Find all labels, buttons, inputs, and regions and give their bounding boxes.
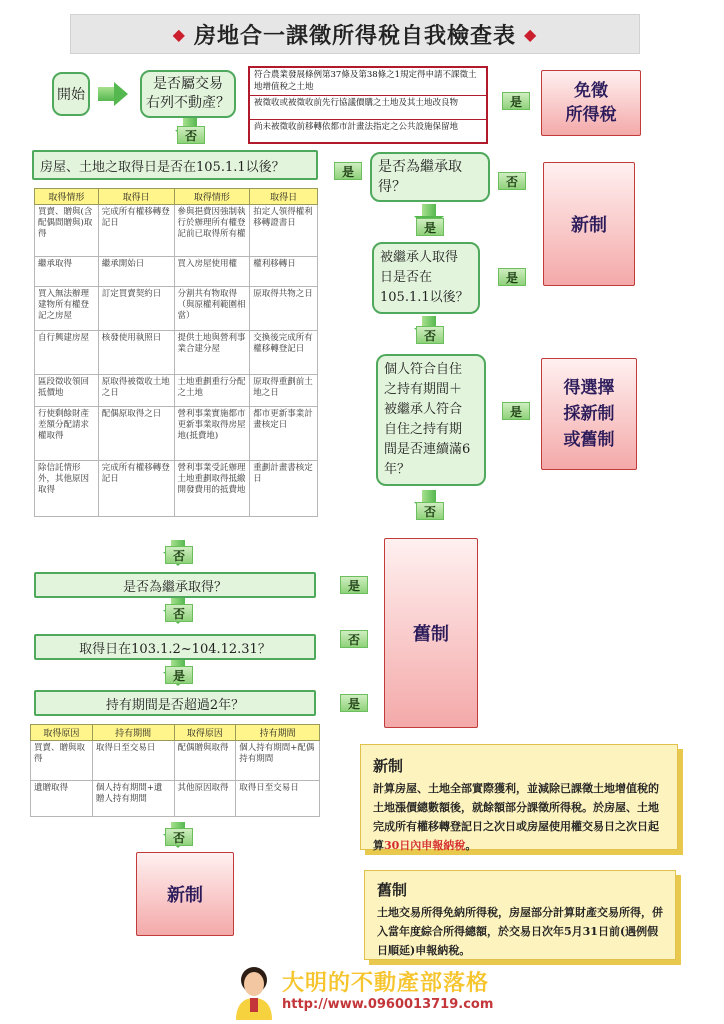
table-row [35,375,318,407]
no-label: 否 [177,126,205,144]
table-cell: 區段徵收領回抵價地 [35,375,99,407]
question-transaction [140,70,236,118]
result-exempt-box [541,70,641,136]
table-cell: 自行興建房屋 [35,331,99,375]
yes-label: 是 [340,694,368,712]
table-cell: 配偶原取得之日 [98,407,174,461]
question-text: 取得日在103.1.2~104.12.31？ [79,641,271,657]
no-label: 否 [165,546,193,564]
question-text: 房屋、土地之取得日是否在105.1.1以後？ [40,159,285,175]
table-cell: 提供土地與營利事業合建分屋 [174,331,250,375]
result-new-box-2 [136,852,234,936]
no-label: 否 [165,604,193,622]
table-cell: 行使剩餘財產差額分配請求權取得 [35,407,99,461]
result-text: 新制 [571,215,607,236]
table-cell: 重劃計畫書核定日 [250,461,318,517]
footer-brand-block [282,966,532,1012]
arrow-right-icon [98,82,128,106]
table-cell: 配偶贈與取得 [174,741,236,781]
start-box [52,72,90,116]
table-cell: 拍定人領得權利移轉證書日 [250,205,318,257]
table-cell: 個人持有期間+遺贈人持有期間 [92,781,174,817]
table-cell: 都市更新事業計畫核定日 [250,407,318,461]
new-system-note [360,744,678,850]
table-cell: 個人持有期間+配偶持有期間 [236,741,320,781]
page-title: 房地合一課徵所得稅自我檢查表 [193,22,516,49]
table-row [35,461,318,517]
question-self-use [376,354,486,486]
table-header: 持有期間 [92,725,174,741]
question-line: 之持有期間＋ [384,382,463,397]
table-cell: 繼承開始日 [98,257,174,287]
table-cell: 買入房屋使用權 [174,257,250,287]
question-line: 是否屬交易 [153,76,223,92]
result-text: 新制 [167,885,203,906]
no-label: 否 [416,502,444,520]
table-cell: 其他原因取得 [174,781,236,817]
table-header: 取得日 [250,189,318,205]
yes-label: 是 [340,576,368,594]
exempt-property-list [248,66,488,144]
result-line: 採新制 [563,404,615,424]
note-text: 。 [465,839,477,852]
table-cell: 分割共有物取得（與原權利範圍相當） [174,287,250,331]
question-line: 個人符合自住 [384,362,463,377]
result-line: 得選擇 [563,378,615,398]
yes-label: 是 [498,268,526,286]
table-header: 取得情形 [174,189,250,205]
question-line: 是否為繼承取 [378,159,462,175]
page-title-bar [70,14,640,54]
holding-period-table [30,724,320,817]
no-label: 否 [416,326,444,344]
result-line: 或舊制 [563,430,615,450]
question-inherit-left [34,572,316,598]
question-line: 間是否連續滿6 [384,442,471,457]
table-cell: 完成所有權移轉登記日 [98,461,174,517]
question-decedent-date [372,242,480,314]
question-line: 被繼承人符合 [384,402,463,417]
table-header: 持有期間 [236,725,320,741]
exempt-item: 符合農業發展條例第37條及第38條之1規定得申請不課徵土地增值稅之土地 [250,68,486,96]
table-row [31,741,320,781]
no-label: 否 [340,630,368,648]
old-system-note [364,870,676,960]
note-text: 計算房屋、土地全部實際獲利，並減除已課徵土地增值稅的土地漲價總數額後，就餘額部分課徵所得稅。於房屋、土地完成所有權移轉登記日之次日或房屋使用權交易日之次日起算 [373,782,659,852]
result-old-box [384,538,478,728]
table-cell: 取得日至交易日 [236,781,320,817]
table-cell: 買入無法辦理建物所有權登記之房屋 [35,287,99,331]
question-line: 被繼承人取得 [380,250,459,265]
table-cell: 原取得被徵收土地之日 [98,375,174,407]
table-cell: 遺贈取得 [31,781,93,817]
table-row [35,257,318,287]
yes-label: 是 [502,402,530,420]
table-row [35,205,318,257]
result-line: 免徵 [574,81,608,101]
diamond-icon: ◆ [172,24,186,44]
question-text: 是否為繼承取得？ [122,579,227,595]
table-cell: 參與挹費因強制執行於辦理所有權登記前已取得所有權 [174,205,250,257]
start-label: 開始 [57,87,85,103]
footer-brand: 大明的不動產部落格 [282,971,490,996]
note-body: 土地交易所得免納所得稅，房屋部分計算財產交易所得，併入當年度綜合所得總額，於交易日次年5月31日前(遇例假日順延)申報納稅。 [377,906,663,957]
table-cell: 訂定買賣契約日 [98,287,174,331]
question-text: 持有期間是否超過2年？ [105,697,245,713]
note-body [373,779,665,855]
table-row [35,331,318,375]
table-row [35,407,318,461]
question-line: 年？ [384,462,411,477]
question-line: 自住之持有期 [384,422,463,437]
table-row [35,287,318,331]
no-label: 否 [165,828,193,846]
table-row [31,781,320,817]
table-cell: 買賣、贈與(含配偶間贈與)取得 [35,205,99,257]
table-cell: 權利移轉日 [250,257,318,287]
question-hold-period [34,690,316,716]
table-cell: 繼承取得 [35,257,99,287]
table-header: 取得原因 [174,725,236,741]
question-date-range [34,634,316,660]
yes-label: 是 [502,92,530,110]
yes-label: 是 [416,218,444,236]
note-title: 舊制 [377,881,408,899]
table-header: 取得日 [98,189,174,205]
question-line: 右列不動產？ [146,95,230,111]
table-cell: 交換後完成所有權移轉登記日 [250,331,318,375]
table-cell: 營利事業實施都市更新事業取得房屋地(抵費地) [174,407,250,461]
exempt-item: 被徵收或被徵收前先行協議價購之土地及其土地改良物 [250,96,486,120]
table-cell: 原取得共物之日 [250,287,318,331]
footer-url[interactable]: http://www.0960013719.com [282,997,494,1012]
question-line: 日是否在 [380,270,433,285]
question-inherit-right [370,152,490,202]
exempt-item: 尚未被徵收前移轉依都市計畫法指定之公共設施保留地 [254,122,459,132]
question-line: 105.1.1以後？ [380,290,469,305]
yes-label: 是 [334,162,362,180]
table-cell: 完成所有權移轉登記日 [98,205,174,257]
result-new-box [543,162,635,286]
author-avatar [232,964,276,1020]
table-header: 取得情形 [35,189,99,205]
no-label: 否 [498,172,526,190]
table-cell: 買賣、贈與取得 [31,741,93,781]
result-choose-box [541,358,637,470]
question-line: 得？ [378,179,406,195]
yes-label: 是 [165,666,193,684]
table-cell: 土地重劃重行分配之土地 [174,375,250,407]
table-header: 取得原因 [31,725,93,741]
table-cell: 除信託情形外，其他原因取得 [35,461,99,517]
note-title: 新制 [373,757,404,775]
diamond-icon: ◆ [524,24,538,44]
table-cell: 核發使用執照日 [98,331,174,375]
result-line: 所得稅 [565,105,617,125]
result-text: 舊制 [413,624,449,645]
table-cell: 取得日至交易日 [92,741,174,781]
acquisition-date-table [34,188,318,517]
table-cell: 營利事業受託辦理土地重劃取得抵繳開發費用的抵費地 [174,461,250,517]
question-acquire-date [32,150,318,180]
table-cell: 原取得重劃前土地之日 [250,375,318,407]
note-highlight: 30日內申報納稅 [384,839,466,852]
